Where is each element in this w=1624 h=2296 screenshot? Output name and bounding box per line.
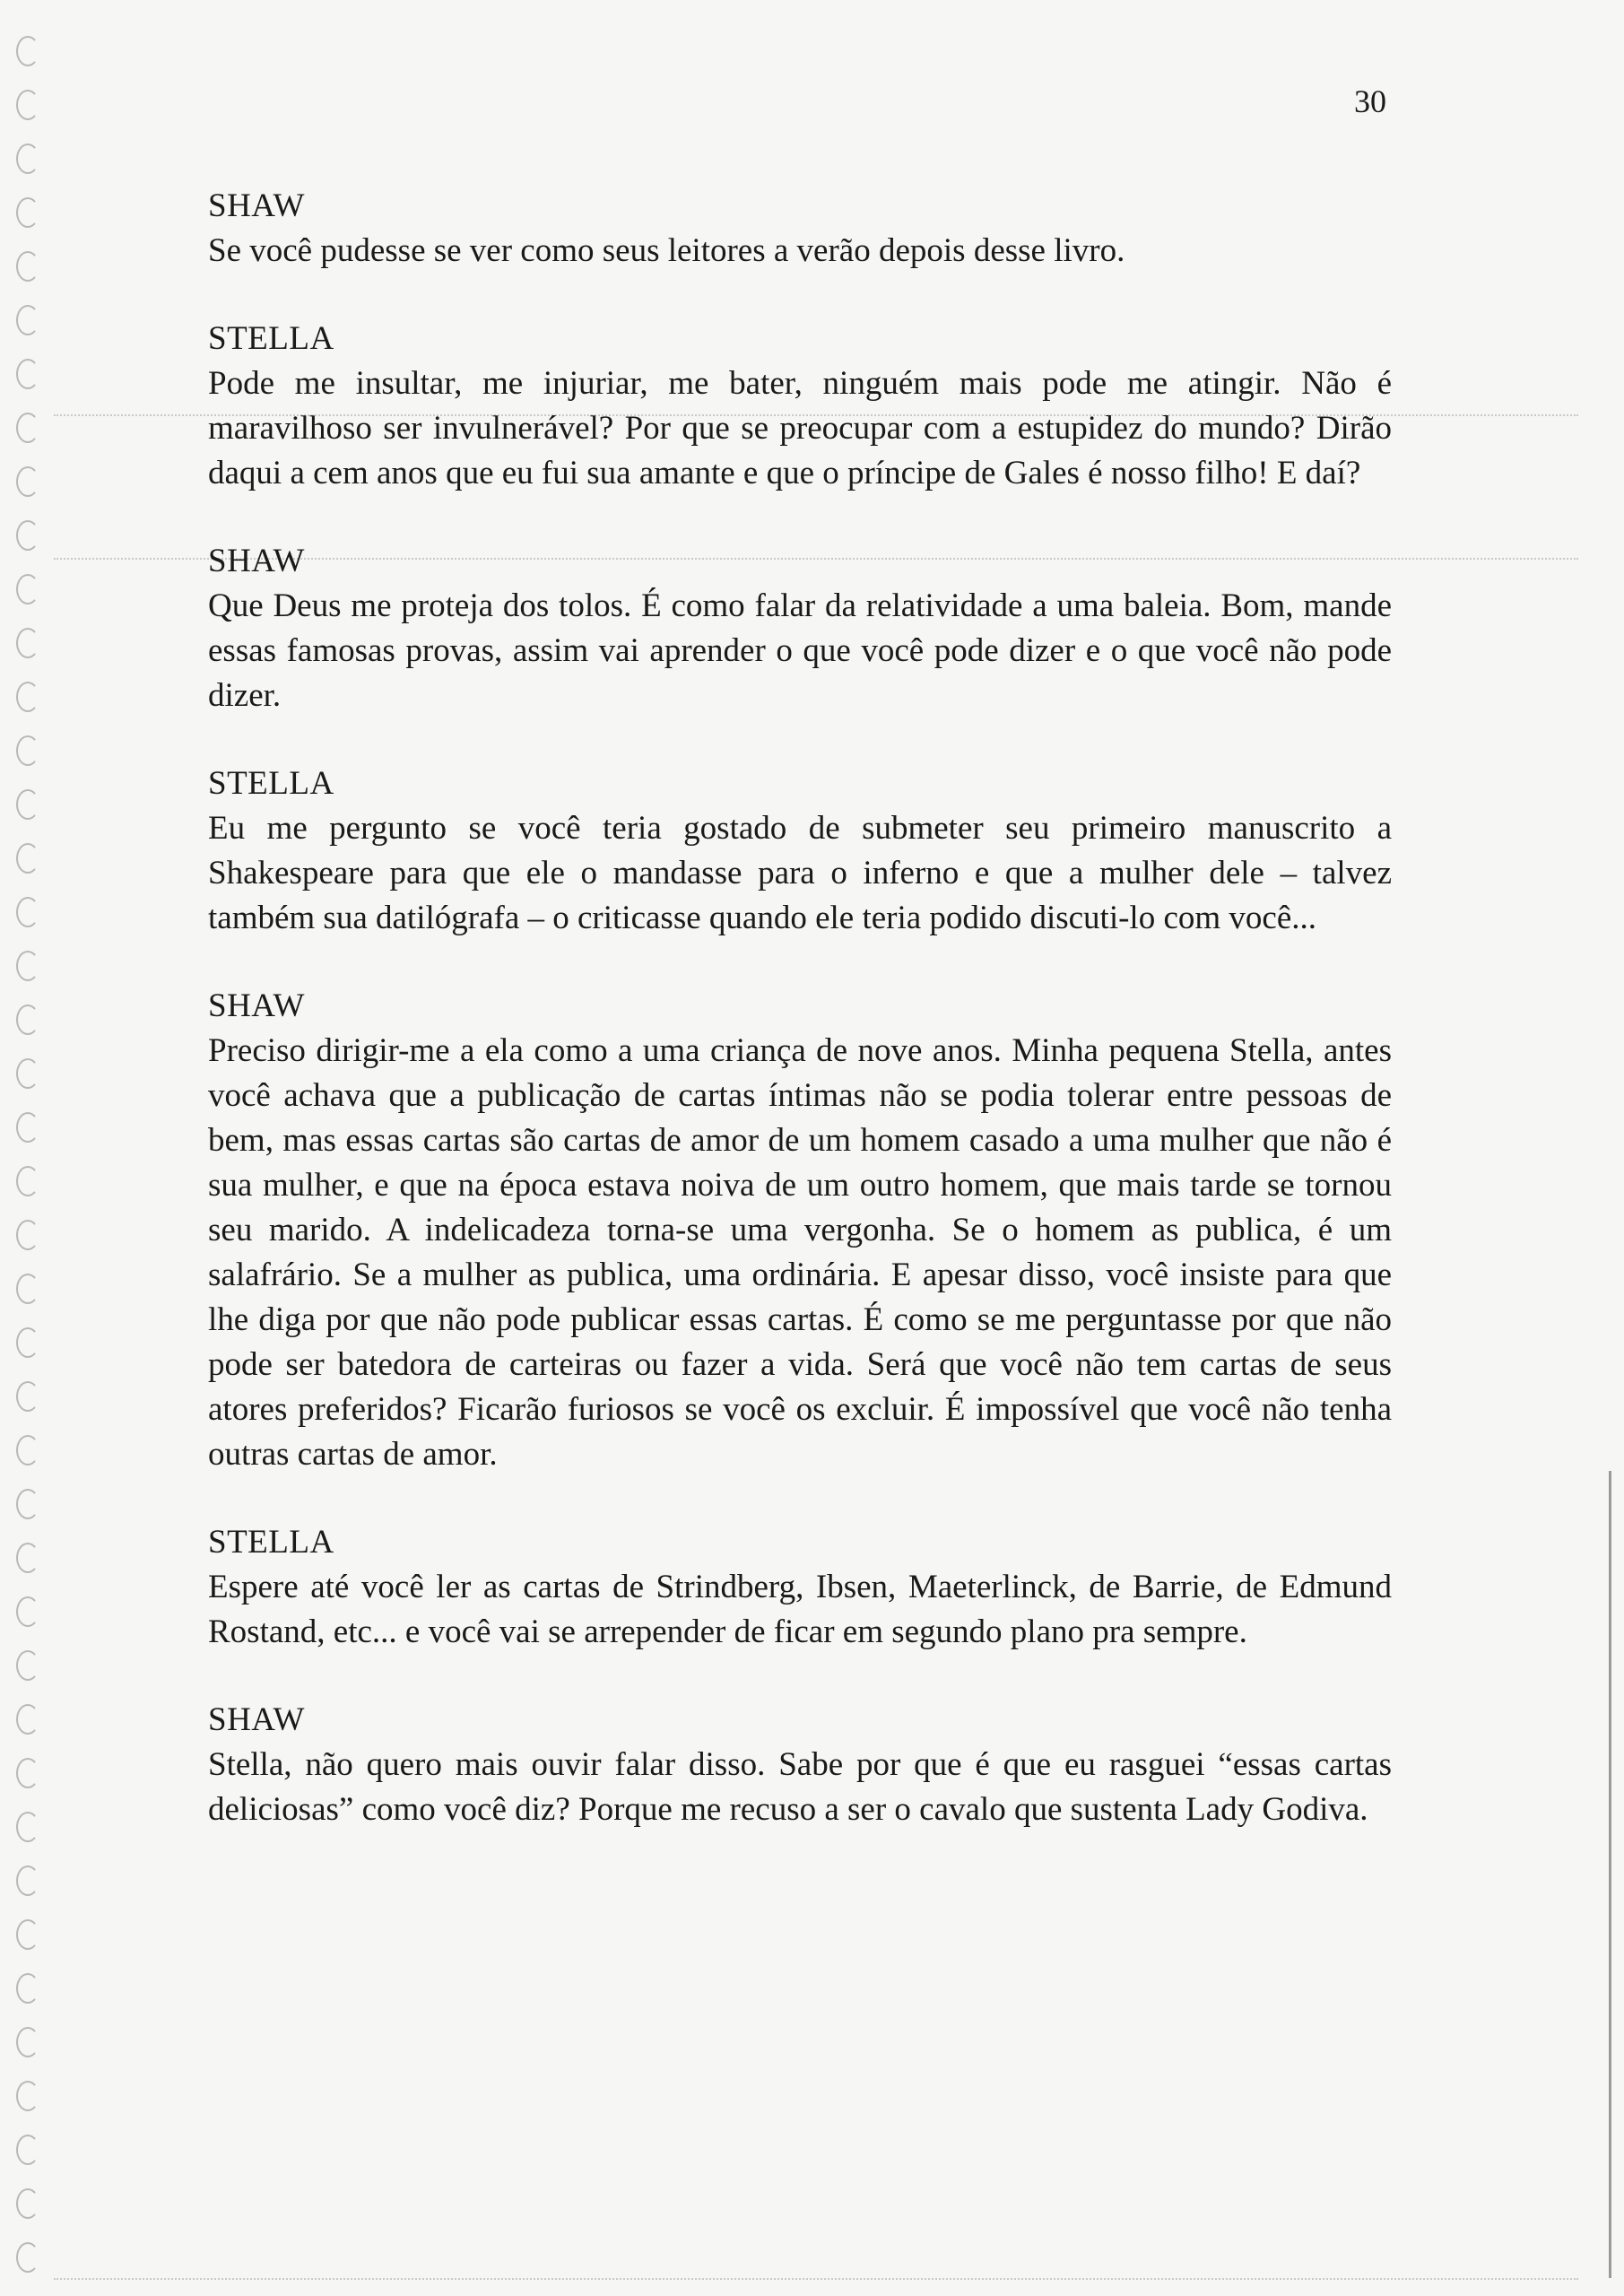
binder-hole: [16, 251, 39, 282]
binder-hole: [16, 466, 39, 497]
binder-hole: [16, 897, 39, 927]
binder-hole: [16, 197, 39, 228]
binder-hole: [16, 1596, 39, 1627]
binder-hole: [16, 574, 39, 604]
speaker-name: STELLA: [208, 320, 334, 357]
speech-text: Que Deus me proteja dos tolos. É como falar da relatividade a uma baleia. Bom, mande essas famosas provas, assim vai aprender o que você pode dizer e o que você não pode dizer.: [208, 587, 1392, 714]
binder-hole: [16, 1166, 39, 1196]
binder-hole: [16, 1704, 39, 1735]
page-number: 30: [1354, 83, 1386, 119]
speech-text: Pode me insultar, me injuriar, me bater, ninguém mais pode me atingir. Não é maravilhoso ser invulnerável? Por que se preocupar com a estupidez do mundo? Dirão daqui a cem anos que eu fui sua amante e que o príncipe de Gales é nosso filho! E daí?: [208, 365, 1392, 491]
binder-hole: [16, 1973, 39, 2004]
binder-hole: [16, 1004, 39, 1035]
speaker-name: SHAW: [208, 987, 305, 1024]
speaker-name: STELLA: [208, 765, 334, 802]
binder-hole: [16, 1919, 39, 1950]
binder-hole: [16, 90, 39, 120]
binder-hole: [16, 1274, 39, 1304]
dialogue-block: [208, 317, 1392, 496]
binder-hole: [16, 305, 39, 335]
dialogue-block: [208, 184, 1392, 274]
binder-hole: [16, 628, 39, 658]
binder-hole: [16, 413, 39, 443]
binder-hole: [16, 1435, 39, 1465]
binder-hole: [16, 2081, 39, 2111]
binder-hole: [16, 1758, 39, 1788]
binder-hole: [16, 520, 39, 551]
speaker-name: SHAW: [208, 1701, 305, 1738]
dialogue-block: [208, 984, 1392, 1477]
dialogue-block: [208, 761, 1392, 941]
binder-hole: [16, 2188, 39, 2219]
binder-hole: [16, 2135, 39, 2165]
binder-hole: [16, 1543, 39, 1573]
binder-hole: [16, 2027, 39, 2057]
binder-holes: [16, 36, 52, 2278]
binder-hole: [16, 36, 39, 66]
binder-hole: [16, 2242, 39, 2273]
binder-hole: [16, 1489, 39, 1519]
speaker-name: SHAW: [208, 543, 305, 579]
speech-text: Eu me pergunto se você teria gostado de submeter seu primeiro manuscrito a Shakespeare para que ele o mandasse para o inferno e que a mulher dele – talvez também sua datilógrafa – o criticasse quando ele teria podido discuti-lo com você...: [208, 810, 1392, 936]
binder-hole: [16, 1058, 39, 1089]
binder-hole: [16, 1381, 39, 1412]
speech-text: Espere até você ler as cartas de Strindberg, Ibsen, Maeterlinck, de Barrie, de Edmund Rostand, etc... e você vai se arrepender de ficar em segundo plano pra sempre.: [208, 1569, 1392, 1650]
dialogue-content: [208, 184, 1392, 1875]
binder-hole: [16, 682, 39, 712]
binder-hole: [16, 789, 39, 820]
binder-hole: [16, 1327, 39, 1358]
binder-hole: [16, 1650, 39, 1681]
binder-hole: [16, 359, 39, 389]
binder-hole: [16, 843, 39, 874]
binder-hole: [16, 951, 39, 981]
binder-hole: [16, 1866, 39, 1896]
dialogue-block: [208, 1698, 1392, 1832]
speaker-name: SHAW: [208, 187, 305, 224]
speech-text: Se você pudesse se ver como seus leitores a verão depois desse livro.: [208, 232, 1125, 269]
dialogue-block: [208, 1520, 1392, 1655]
scan-artifact-line: [54, 2278, 1578, 2280]
page-edge: [1609, 1471, 1611, 2278]
binder-hole: [16, 1112, 39, 1143]
dialogue-block: [208, 539, 1392, 718]
binder-hole: [16, 1220, 39, 1250]
speech-text: Preciso dirigir-me a ela como a uma criança de nove anos. Minha pequena Stella, antes você achava que a publicação de cartas íntimas não se podia tolerar entre pessoas de bem, mas essas cartas são cartas de amor de um homem casado a uma mulher que não é sua mulher, e que na época estava noiva de um outro homem, que mais tarde se tornou seu marido. A indelicadeza torna-se uma vergonha. Se o homem as publica, é um salafrário. Se a mulher as publica, uma ordinária. E apesar disso, você insiste para que lhe diga por que não pode publicar essas cartas. É como se me perguntasse por que não pode ser batedora de carteiras ou fazer a vida. Será que você não tem cartas de seus atores preferidos? Ficarão furiosos se você os excluir. É impossível que você não tenha outras cartas de amor.: [208, 1032, 1392, 1473]
speaker-name: STELLA: [208, 1524, 334, 1561]
binder-hole: [16, 1812, 39, 1842]
binder-hole: [16, 735, 39, 766]
speech-text: Stella, não quero mais ouvir falar disso. Sabe por que é que eu rasguei “essas cartas deliciosas” como você diz? Porque me recuso a ser o cavalo que sustenta Lady Godiva.: [208, 1746, 1392, 1828]
binder-hole: [16, 144, 39, 174]
